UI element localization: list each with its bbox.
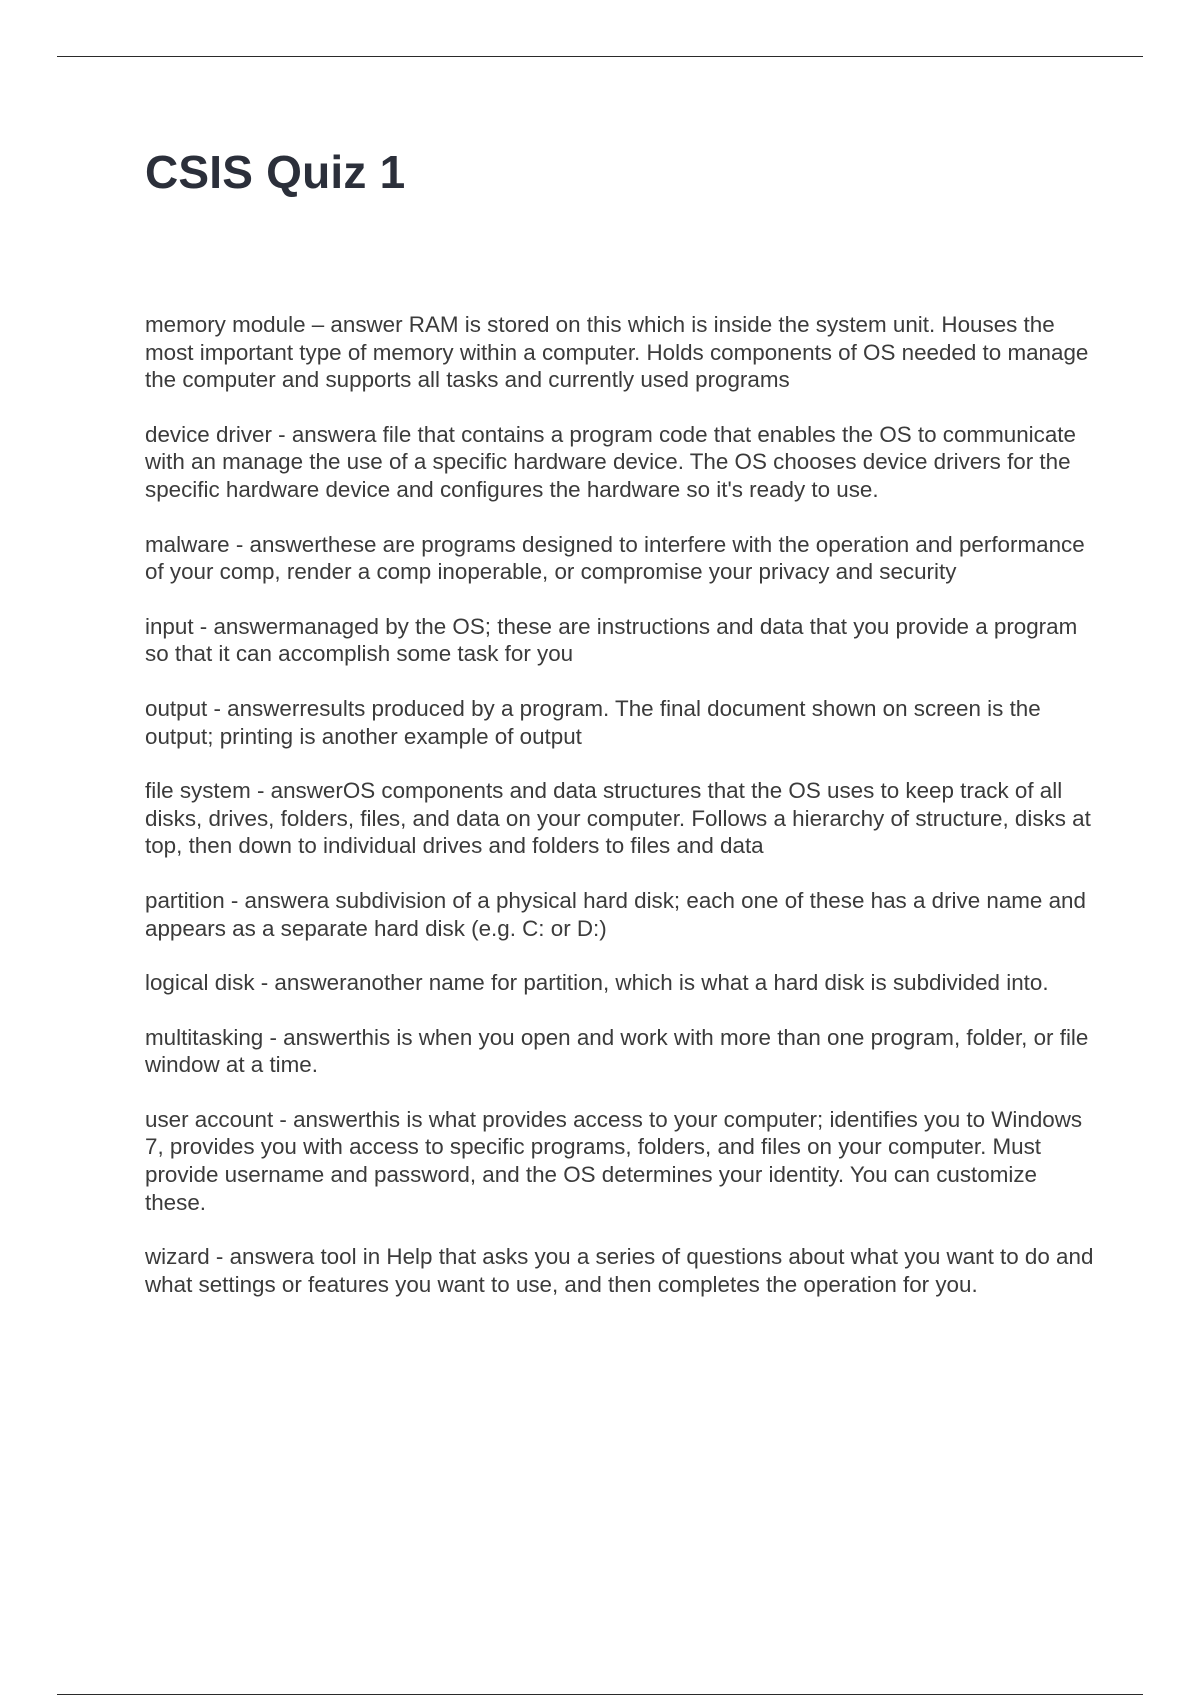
qa-item-malware: malware - answerthese are programs designed to interfere with the operation and performance of your comp, render a comp inoperable, or compromise your privacy and security	[145, 531, 1085, 585]
qa-item-user-account: user account - answerthis is what provides access to your computer; identifies you to Windows 7, provides you with access to specific programs, folders, and files on your computer. Must provide username and password, and the OS determines your identity. You can customize these.	[145, 1106, 1083, 1215]
qa-item-partition: partition - answera subdivision of a physical hard disk; each one of these has a drive name and appears as a separate hard disk (e.g. C: or D:)	[145, 887, 1086, 941]
qa-item-input: input - answermanaged by the OS; these are instructions and data that you provide a program so that it can accomplish some task for you	[145, 613, 1078, 667]
bottom-rule	[57, 1694, 1143, 1695]
top-rule	[57, 56, 1143, 57]
qa-item-logical-disk: logical disk - answeranother name for partition, which is what a hard disk is subdivided into.	[145, 970, 1049, 996]
qa-item-wizard: wizard - answera tool in Help that asks you a series of questions about what you want to do and what settings or features you want to use, and then completes the operation for you.	[145, 1244, 1094, 1297]
qa-item-device-driver: device driver - answera file that contains a program code that enables the OS to communicate with an manage the use of a specific hardware device. The OS chooses device drivers for the specific hardware device and configures the hardware so it's ready to use.	[145, 421, 1076, 502]
qa-item-memory-module: memory module – answer RAM is stored on this which is inside the system unit. Houses the most important type of memory within a computer. Holds components of OS needed to manage the computer and supports all tasks and currently used programs	[145, 312, 1089, 393]
page-title: CSIS Quiz 1	[145, 146, 406, 198]
qa-item-file-system: file system - answerOS components and data structures that the OS uses to keep track of all disks, drives, folders, files, and data on your computer. Follows a hierarchy of structure, disks at top, then down to individual drives and folders to files and data	[145, 778, 1091, 859]
qa-item-output: output - answerresults produced by a program. The final document shown on screen is the output; printing is another example of output	[145, 695, 1041, 749]
qa-item-multitasking: multitasking - answerthis is when you open and work with more than one program, folder, or file window at a time.	[145, 1024, 1089, 1078]
qa-list	[145, 311, 1095, 1325]
